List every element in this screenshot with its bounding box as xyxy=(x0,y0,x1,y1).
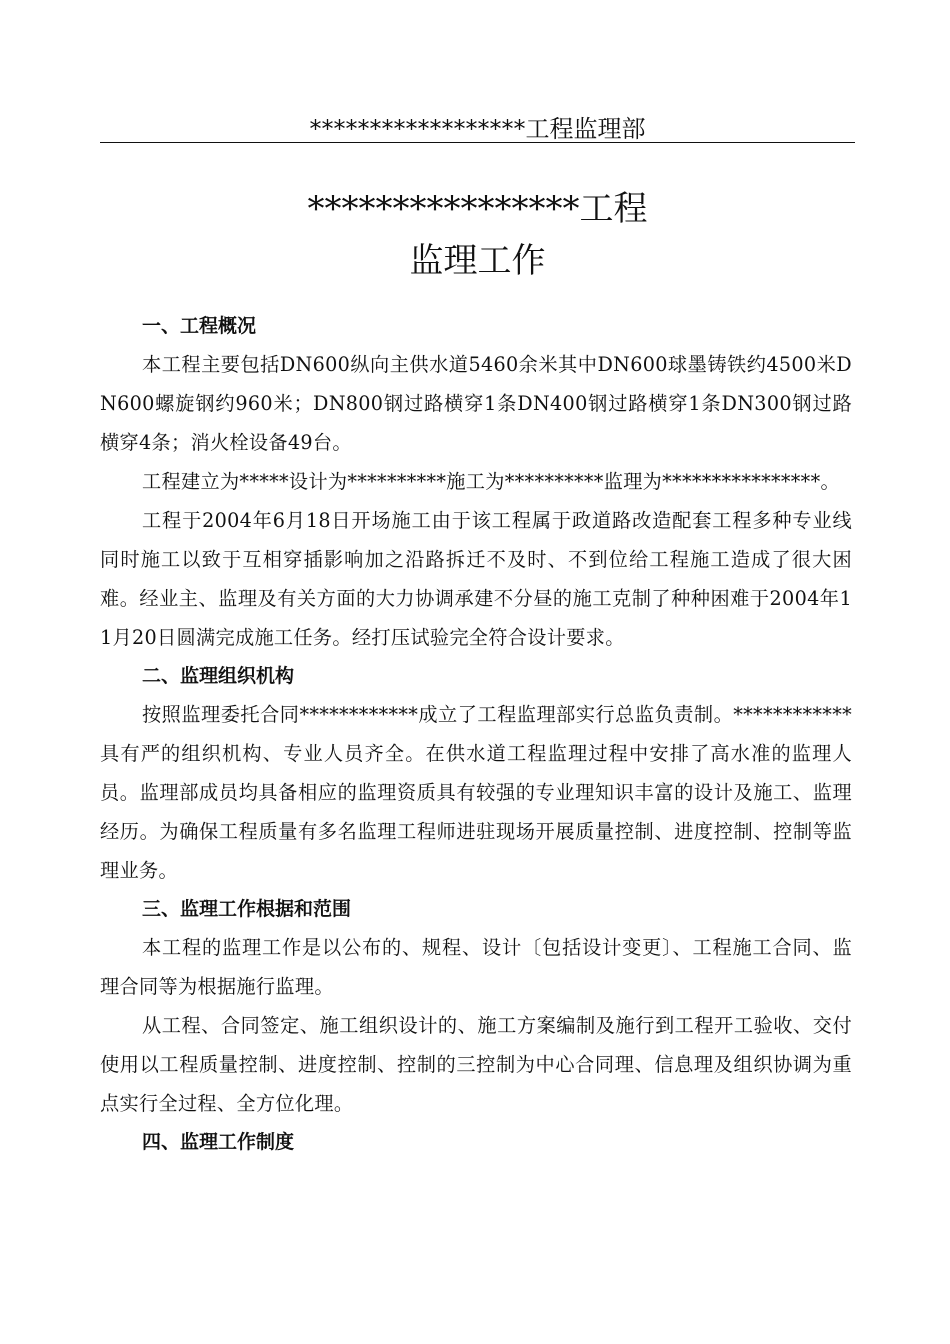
paragraph: 按照监理委托合同************成立了工程监理部实行总监负责制。************具有严的组织机构、专业人员齐全。在供水道工程监理过程中安排了高水准的监理人员。监理部成员均具备相应的监理资质具有较强的专业理知识丰富的设计及施工、监理经历。为确保工程质量有多名监理工程师进驻现场开展质量控制、进度控制、控制等监理业务。 xyxy=(100,703,852,882)
header-title: ******************工程监理部 xyxy=(309,115,646,143)
section-heading: 三、监理工作根据和范围 xyxy=(142,898,352,920)
paragraph: 本工程主要包括DN600纵向主供水道5460余米其中DN600球墨铸铁约4500米DN600螺旋钢约960米；DN800钢过路横穿1条DN400钢过路横穿1条DN300钢过路横穿4条；消火栓设备49台。 xyxy=(100,353,852,454)
section-supervision-organization xyxy=(100,657,852,890)
paragraph: 本工程的监理工作是以公布的、规程、设计〔包括设计变更〕、工程施工合同、监理合同等为根据施行监理。 xyxy=(100,936,852,998)
paragraph: 工程建立为*****设计为**********施工为**********监理为****************。 xyxy=(142,470,840,493)
paragraph: 从工程、合同签定、施工组织设计的、施工方案编制及施行到工程开工验收、交付使用以工程质量控制、进度控制、控制的三控制为中心合同理、信息理及组织协调为重点实行全过程、全方位化理。 xyxy=(100,1014,852,1115)
paragraph: 工程于2004年6月18日开场施工由于该工程属于政道路改造配套工程多种专业线同时施工以致于互相穿插影响加之沿路拆迁不及时、不到位给工程施工造成了很大困难。经业主、监理及有关方面的大力协调承建不分昼的施工克制了种种困难于2004年11月20日圆满完成施工任务。经打压试验完全符合设计要求。 xyxy=(100,509,852,649)
document-title-line-1: ****************工程 xyxy=(307,189,648,229)
header-rule xyxy=(100,142,855,143)
document-body xyxy=(100,307,852,1161)
section-heading: 二、监理组织机构 xyxy=(142,665,295,687)
section-project-overview xyxy=(100,307,852,657)
section-supervision-work-system xyxy=(100,1123,852,1161)
section-heading: 四、监理工作制度 xyxy=(142,1131,295,1153)
section-heading: 一、工程概况 xyxy=(142,315,257,337)
section-supervision-basis-scope xyxy=(100,890,852,1123)
document-title-line-2: 监理工作 xyxy=(409,241,546,281)
